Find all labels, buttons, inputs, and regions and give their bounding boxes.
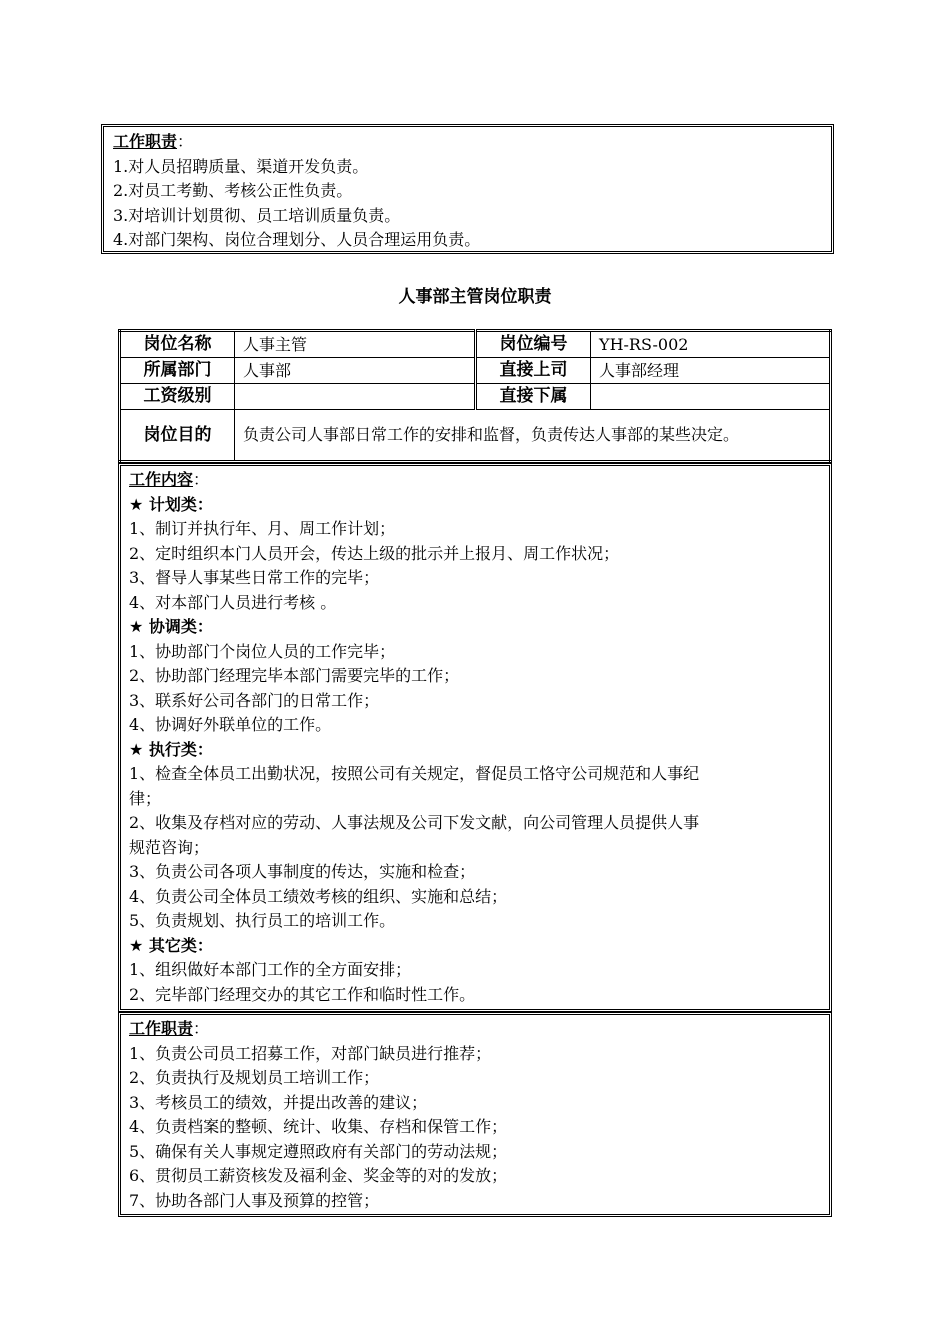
position-code-label: 岗位编号 bbox=[476, 331, 591, 358]
info-row bbox=[120, 384, 831, 410]
top-duty-item: 1.对人员招聘质量、渠道开发负责。 bbox=[113, 156, 369, 176]
work-content-box bbox=[118, 463, 832, 1012]
top-duties-heading: 工作职责 bbox=[113, 132, 178, 151]
superior-label: 直接上司 bbox=[476, 358, 591, 384]
duty-item: 6、贯彻员工薪资核发及福利金、奖金等的对的发放； bbox=[129, 1166, 508, 1185]
top-duty-item: 2.对员工考勤、考核公正性负责。 bbox=[113, 181, 353, 200]
position-name-label: 岗位名称 bbox=[120, 331, 235, 358]
category-execute: ★ 执行类： bbox=[129, 739, 213, 759]
list-item: 5、负责规划、执行员工的培训工作。 bbox=[129, 911, 396, 930]
list-item: 3、联系好公司各部门的日常工作； bbox=[129, 690, 380, 710]
department-label: 所属部门 bbox=[120, 358, 235, 384]
list-item: 3、负责公司各项人事制度的传达，实施和检查； bbox=[129, 862, 476, 881]
info-row bbox=[120, 410, 831, 462]
category-plan: ★ 计划类： bbox=[129, 494, 213, 514]
list-item: 4、对本部门人员进行考核 。 bbox=[129, 592, 337, 612]
work-content-heading-line bbox=[129, 468, 821, 493]
list-item: 律； bbox=[129, 788, 162, 808]
duty-item: 2、负责执行及规划员工培训工作； bbox=[129, 1068, 380, 1087]
list-item: 4、协调好外联单位的工作。 bbox=[129, 715, 332, 734]
position-info-table bbox=[118, 329, 832, 463]
purpose-value: 负责公司人事部日常工作的安排和监督，负责传达人事部的某些决定。 bbox=[235, 410, 831, 462]
list-item: 1、制订并执行年、月、周工作计划； bbox=[129, 519, 396, 538]
list-item: 1、协助部门个岗位人员的工作完毕； bbox=[129, 641, 396, 661]
duty-item: 3、考核员工的绩效，并提出改善的建议； bbox=[129, 1092, 428, 1112]
subordinate-value bbox=[591, 384, 831, 410]
list-item: 2、收集及存档对应的劳动、人事法规及公司下发文献，向公司管理人员提供人事 bbox=[129, 813, 700, 832]
duty-item: 5、确保有关人事规定遵照政府有关部门的劳动法规； bbox=[129, 1141, 508, 1161]
duties-box bbox=[118, 1012, 832, 1217]
position-code-value: YH-RS-002 bbox=[591, 331, 831, 358]
top-duty-item: 3.对培训计划贯彻、员工培训质量负责。 bbox=[113, 205, 401, 225]
list-item: 1、组织做好本部门工作的全方面安排； bbox=[129, 960, 412, 979]
duties-colon: ： bbox=[193, 1019, 210, 1038]
page-title: 人事部主管岗位职责 bbox=[398, 287, 552, 307]
position-name-value: 人事主管 bbox=[235, 331, 476, 358]
salary-label: 工资级别 bbox=[120, 384, 235, 410]
work-content-heading: 工作内容 bbox=[129, 470, 194, 489]
duty-item: 4、负责档案的整顿、统计、收集、存档和保管工作； bbox=[129, 1117, 508, 1136]
info-row bbox=[120, 358, 831, 384]
list-item: 2、定时组织本门人员开会，传达上级的批示并上报月、周工作状况； bbox=[129, 543, 620, 563]
top-duties-colon: ： bbox=[177, 132, 194, 151]
subordinate-label: 直接下属 bbox=[476, 384, 591, 410]
list-item: 1、检查全体员工出勤状况，按照公司有关规定，督促员工恪守公司规范和人事纪 bbox=[129, 764, 700, 783]
list-item: 2、完毕部门经理交办的其它工作和临时性工作。 bbox=[129, 984, 476, 1004]
list-item: 2、协助部门经理完毕本部门需要完毕的工作； bbox=[129, 666, 460, 685]
purpose-label: 岗位目的 bbox=[120, 410, 235, 462]
category-other: ★ 其它类： bbox=[129, 935, 213, 955]
department-value: 人事部 bbox=[235, 358, 476, 384]
duties-heading-line bbox=[129, 1017, 821, 1042]
info-row bbox=[120, 331, 831, 358]
duties-heading: 工作职责 bbox=[129, 1019, 194, 1038]
top-duties-heading-line bbox=[113, 130, 822, 155]
duty-item: 7、协助各部门人事及预算的控管； bbox=[129, 1190, 380, 1210]
duty-item: 1、负责公司员工招募工作，对部门缺员进行推荐； bbox=[129, 1043, 492, 1063]
list-item: 规范咨询； bbox=[129, 837, 210, 857]
list-item: 3、督导人事某些日常工作的完毕； bbox=[129, 568, 380, 587]
list-item: 4、负责公司全体员工绩效考核的组织、实施和总结； bbox=[129, 886, 508, 906]
salary-value bbox=[235, 384, 476, 410]
category-coordinate: ★ 协调类： bbox=[129, 617, 213, 636]
superior-value: 人事部经理 bbox=[591, 358, 831, 384]
top-duties-box bbox=[101, 124, 834, 254]
top-duty-item: 4.对部门架构、岗位合理划分、人员合理运用负责。 bbox=[113, 230, 481, 249]
work-content-colon: ： bbox=[193, 470, 210, 489]
